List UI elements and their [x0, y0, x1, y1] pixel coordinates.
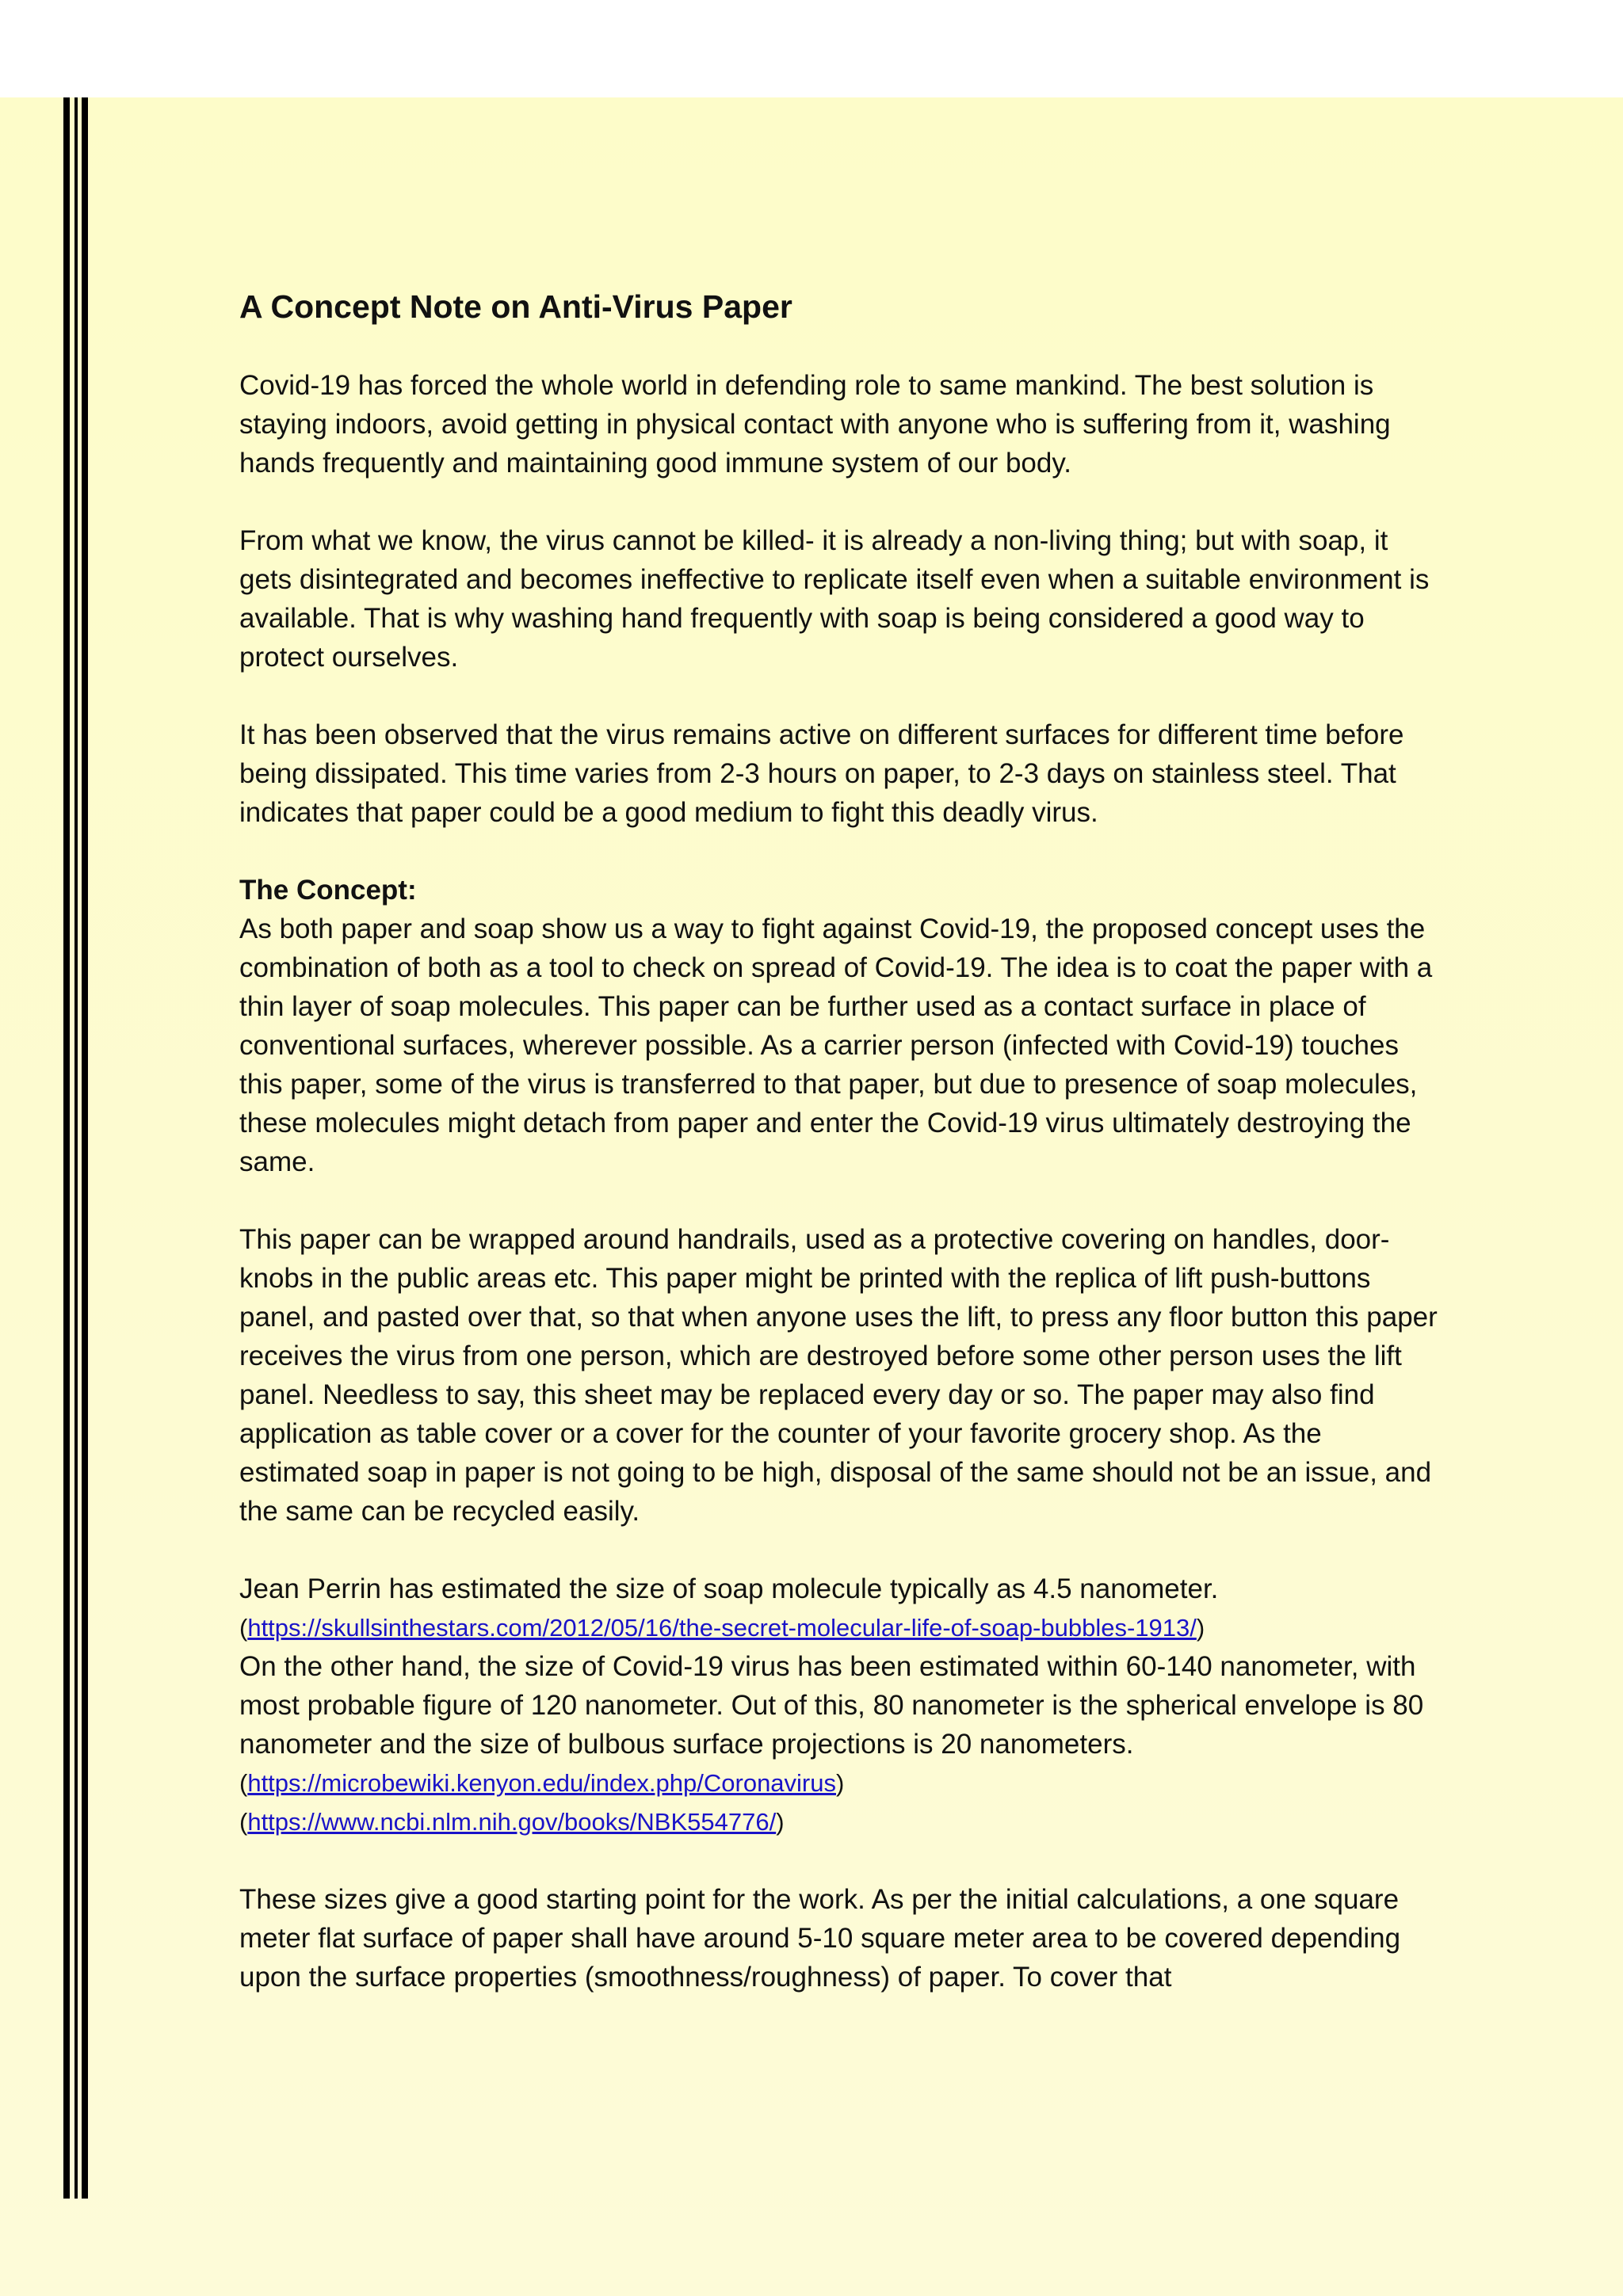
document-body [239, 286, 1444, 2035]
microbewiki-link[interactable]: https://microbewiki.kenyon.edu/index.php/Coronavirus [247, 1769, 836, 1797]
virus-size-text: On the other hand, the size of Covid-19 virus has been estimated within 60-140 nanometer, with most probable figure of 120 nanometer. Out of this, 80 nanometer is the spherical envelope is 80 nanometer and the size of bulbous surface projections is 20 nanometers. [239, 1651, 1424, 1760]
left-border-line [63, 97, 70, 2199]
left-border-line [82, 97, 88, 2199]
soap-reference: (https://skullsinthestars.com/2012/05/16/the-secret-molecular-life-of-soap-bubbles-1913/) [239, 1614, 1205, 1642]
application-paragraph: This paper can be wrapped around handrails, used as a protective covering on handles, door-knobs in the public areas etc. This paper might be printed with the replica of lift push-buttons panel, and pasted over that, so that when anyone uses the lift, to press any floor button this paper receives the virus from one person, which are destroyed before some other person uses the lift panel. Needless to say, this sheet may be replaced every day or so. The paper may also find application as table cover or a cover for the counter of your favorite grocery shop. As the estimated soap in paper is not going to be high, disposal of the same should not be an issue, and the same can be recycled easily. [239, 1224, 1438, 1527]
surfaces-paragraph: It has been observed that the virus remains active on different surfaces for different time before being dissipated. This time varies from 2-3 hours on paper, to 2-3 days on stainless steel. That indicates that paper could be a good medium to fight this deadly virus. [239, 719, 1404, 828]
soap-reference-link[interactable]: https://skullsinthestars.com/2012/05/16/the-secret-molecular-life-of-soap-bubbles-1913/ [247, 1614, 1197, 1642]
ncbi-link[interactable]: https://www.ncbi.nlm.nih.gov/books/NBK554776/ [247, 1808, 777, 1836]
document-title: A Concept Note on Anti-Virus Paper [239, 288, 792, 325]
concept-text: As both paper and soap show us a way to fight against Covid-19, the proposed concept uses the combination of both as a tool to check on spread of Covid-19. The idea is to coat the paper with a thin layer of soap molecules. This paper can be further used as a contact surface in place of conventional surfaces, wherever possible. As a carrier person (infected with Covid-19) touches this paper, some of the virus is transferred to that paper, but due to presence of soap molecules, these molecules might detach from paper and enter the Covid-19 virus ultimately destroying the same. [239, 913, 1433, 1177]
intro-paragraph: Covid-19 has forced the whole world in defending role to same mankind. The best solution is staying indoors, avoid getting in physical contact with anyone who is suffering from it, washing hands frequently and maintaining good immune system of our body. [239, 370, 1391, 479]
closing-paragraph: These sizes give a good starting point for the work. As per the initial calculations, a one square meter flat surface of paper shall have around 5-10 square meter area to be covered depending upon the surface properties (smoothness/roughness) of paper. To cover that [239, 1884, 1401, 1993]
virus-reference-2: (https://www.ncbi.nlm.nih.gov/books/NBK554776/) [239, 1808, 785, 1836]
virus-reference-1: (https://microbewiki.kenyon.edu/index.php/Coronavirus) [239, 1769, 845, 1797]
soap-size-text: Jean Perrin has estimated the size of soap molecule typically as 4.5 nanometer. [239, 1573, 1219, 1604]
soap-paragraph: From what we know, the virus cannot be killed- it is already a non-living thing; but with soap, it gets disintegrated and becomes ineffective to replicate itself even when a suitable environment is available. That is why washing hand frequently with soap is being considered a good way to protect ourselves. [239, 525, 1430, 673]
left-border-line [74, 97, 78, 2199]
concept-heading: The Concept: [239, 875, 417, 906]
concept-section [239, 871, 1444, 1181]
sizes-section [239, 1569, 1444, 1841]
document-page [0, 97, 1623, 2296]
